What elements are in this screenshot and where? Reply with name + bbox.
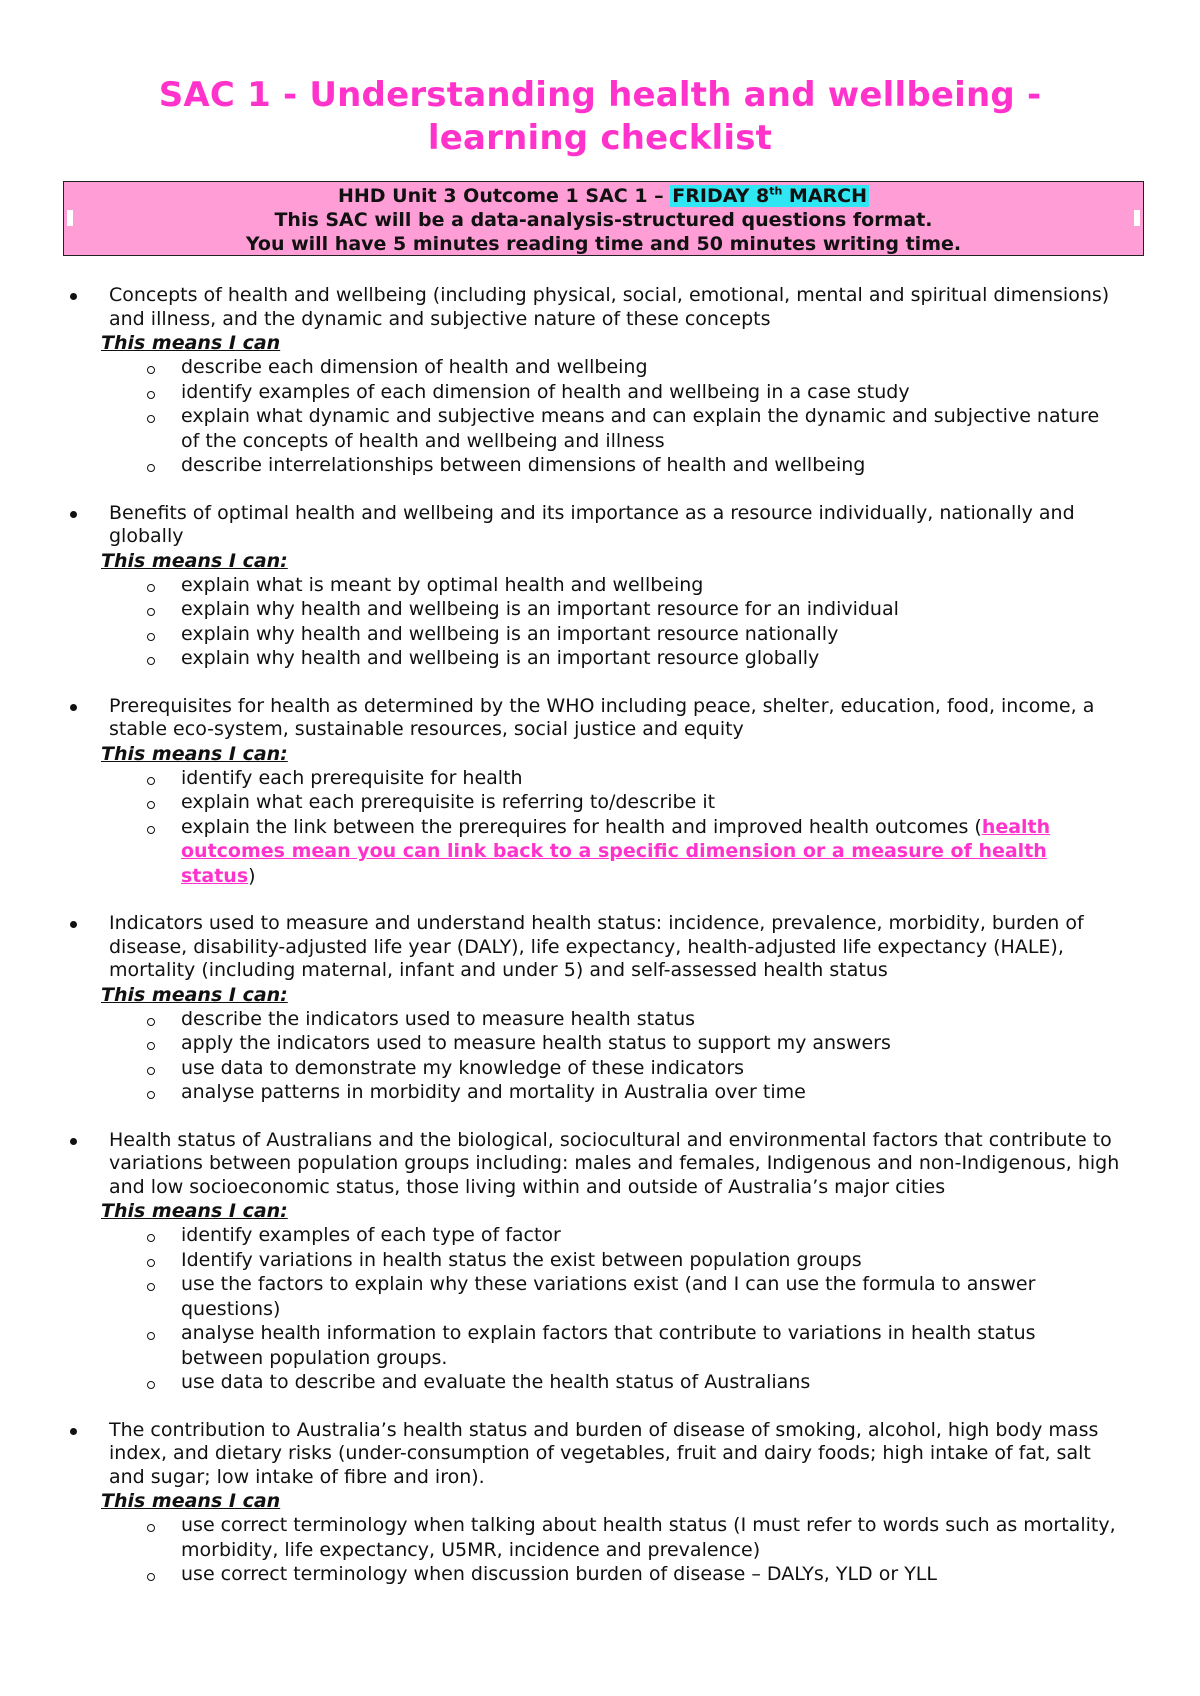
skill-text: analyse health information to explain factors that contribute to variations in health status between population groups. (181, 1322, 1036, 1369)
key-knowledge-bullet (0, 695, 1129, 742)
circle-bullet-icon (147, 1091, 155, 1099)
circle-bullet-icon (147, 657, 155, 665)
skill-text: explain what each prerequisite is referring to/describe it (181, 791, 716, 813)
bullet-icon (70, 704, 77, 711)
banner-line-3: You will have 5 minutes reading time and 50 minutes writing time. (245, 233, 962, 255)
skill-item (0, 766, 1121, 791)
banner-line-1 (64, 184, 1143, 208)
skill-text: identify each prerequisite for health (181, 766, 523, 789)
skill-item (0, 1370, 1121, 1395)
sac-info-banner (63, 181, 1144, 256)
circle-bullet-icon (147, 633, 155, 641)
key-knowledge-text: The contribution to Australia’s health status and burden of disease of smoking, alcohol, high body mass index, and dietary risks (under-consumption of vegetables, fruit and dairy foods; high intake of fat, salt and sugar; low intake of fibre and iron). (109, 1418, 1099, 1488)
page-title (0, 74, 1200, 160)
skill-text: explain the link between the prerequires for health and improved health outcomes ( (181, 815, 982, 838)
circle-bullet-icon (147, 801, 155, 809)
skill-item (0, 573, 1121, 598)
this-means-heading: This means I can: (101, 742, 288, 765)
skills-list (0, 1223, 1200, 1395)
skills-list (0, 766, 1200, 889)
skill-item (0, 1031, 1121, 1056)
skill-text: use correct terminology when discussion burden of disease – DALYs, YLD or YLL (181, 1563, 937, 1585)
circle-bullet-icon (147, 366, 155, 374)
circle-bullet-icon (147, 1042, 155, 1050)
this-means-heading: This means I can (101, 1490, 281, 1512)
bullet-icon (70, 1138, 77, 1145)
skill-item (0, 1223, 1121, 1248)
checklist-section (0, 912, 1200, 1105)
checklist-section (0, 1129, 1200, 1395)
skill-item (0, 1321, 1121, 1370)
circle-bullet-icon (147, 1259, 155, 1267)
key-knowledge-text: Prerequisites for health as determined by the WHO including peace, shelter, education, food, income, a stable eco-system, sustainable resources, social justice and equity (109, 694, 1095, 740)
checklist (0, 284, 1200, 1611)
circle-bullet-icon (147, 1234, 155, 1242)
key-knowledge-bullet (0, 284, 1129, 331)
skill-text: describe interrelationships between dimensions of health and wellbeing (181, 454, 866, 476)
skills-list (0, 573, 1200, 671)
skill-text: use the factors to explain why these variations exist (and I can use the formula to answer questions) (181, 1273, 1036, 1320)
skills-list (0, 1513, 1200, 1587)
circle-bullet-icon (147, 1381, 155, 1389)
circle-bullet-icon (147, 464, 155, 472)
banner-line-2: This SAC will be a data-analysis-structured questions format. (274, 209, 933, 231)
page-title-line-2: learning checklist (427, 118, 773, 158)
skill-item (0, 790, 1121, 815)
circle-bullet-icon (147, 1283, 155, 1291)
due-date-month: MARCH (782, 185, 868, 207)
skill-text: explain what is meant by optimal health and wellbeing (181, 573, 704, 596)
skill-item (0, 404, 1121, 453)
circle-bullet-icon (147, 391, 155, 399)
skill-text: analyse patterns in morbidity and mortality in Australia over time (181, 1081, 806, 1103)
skill-text: explain what dynamic and subjective means and can explain the dynamic and subjective nature of the concepts of health and wellbeing and illness (181, 405, 1100, 452)
skill-item (0, 1007, 1121, 1032)
skill-text: identify examples of each type of factor (181, 1224, 561, 1246)
skill-item (0, 622, 1121, 647)
skill-text: apply the indicators used to measure health status to support my answers (181, 1032, 891, 1054)
bullet-icon (70, 1428, 77, 1435)
checklist-section (0, 502, 1200, 671)
circle-bullet-icon (147, 415, 155, 423)
circle-bullet-icon (147, 1332, 155, 1340)
key-knowledge-bullet (0, 1419, 1129, 1490)
bullet-icon (70, 921, 77, 928)
key-knowledge-text: Indicators used to measure and understand health status: incidence, prevalence, morbidity, burden of disease, disability-adjusted life year (DALY), life expectancy, health-adjusted life expectancy (HALE), mortality (including maternal, infant and under 5) and self-assessed health status (109, 912, 1084, 981)
checklist-section (0, 284, 1200, 478)
skill-item (0, 355, 1121, 380)
skill-item (0, 380, 1121, 405)
skill-text: explain why health and wellbeing is an important resource globally (181, 647, 820, 669)
skill-item (0, 1513, 1121, 1562)
key-knowledge-bullet (0, 1129, 1129, 1200)
skill-text: explain why health and wellbeing is an important resource nationally (181, 622, 839, 645)
circle-bullet-icon (147, 1067, 155, 1075)
circle-bullet-icon (147, 584, 155, 592)
page-title-line-1: SAC 1 - Understanding health and wellbeing - (158, 75, 1042, 115)
this-means-heading: This means I can: (101, 549, 288, 572)
key-knowledge-text: Health status of Australians and the biological, sociocultural and environmental factors that contribute to variations between population groups including: males and females, Indigenous and non-Indigenous, high and low socioeconomic status, those living within and outside of Australia’s major cities (109, 1128, 1120, 1198)
skill-text: explain why health and wellbeing is an important resource for an individual (181, 598, 899, 620)
skill-item (0, 1056, 1121, 1081)
skill-item (0, 453, 1121, 478)
skills-list (0, 1007, 1200, 1105)
skill-item (0, 1080, 1121, 1105)
bullet-icon (70, 511, 77, 518)
skill-text: Identify variations in health status the exist between population groups (181, 1248, 862, 1271)
checklist-section (0, 695, 1200, 889)
key-knowledge-text: Concepts of health and wellbeing (including physical, social, emotional, mental and spiritual dimensions) and illness, and the dynamic and subjective nature of these concepts (109, 284, 1110, 330)
bullet-icon (70, 293, 77, 300)
circle-bullet-icon (147, 826, 155, 834)
skill-text: use data to demonstrate my knowledge of these indicators (181, 1056, 745, 1079)
skill-text: identify examples of each dimension of health and wellbeing in a case study (181, 380, 910, 403)
checklist-section (0, 1419, 1200, 1587)
circle-bullet-icon (147, 1573, 155, 1581)
key-knowledge-bullet (0, 912, 1129, 983)
this-means-heading: This means I can: (101, 1200, 288, 1222)
this-means-heading: This means I can: (101, 983, 288, 1006)
skill-item (0, 1248, 1121, 1273)
skill-text: use correct terminology when talking about health status (I must refer to words such as mortality, morbidity, life expectancy, U5MR, incidence and prevalence) (181, 1514, 1116, 1561)
circle-bullet-icon (147, 1018, 155, 1026)
due-date-highlight (670, 185, 869, 207)
circle-bullet-icon (147, 1524, 155, 1532)
skills-list (0, 355, 1200, 478)
skill-text: describe the indicators used to measure health status (181, 1007, 696, 1030)
due-date-ordinal: th (769, 184, 783, 198)
key-knowledge-bullet (0, 502, 1129, 549)
skill-text: describe each dimension of health and wellbeing (181, 356, 648, 378)
banner-right-mark (1134, 210, 1140, 226)
skill-text-close: ) (248, 864, 256, 887)
health-outcomes-link[interactable]: health outcomes mean you can link back to a specific dimension or a measure of health status (181, 815, 1051, 887)
due-date-day: FRIDAY 8 (672, 185, 770, 207)
banner-left-mark (67, 210, 73, 226)
skill-item (0, 597, 1121, 622)
key-knowledge-text: Benefits of optimal health and wellbeing and its importance as a resource individually, nationally and globally (109, 501, 1075, 547)
skill-text: use data to describe and evaluate the health status of Australians (181, 1371, 811, 1393)
circle-bullet-icon (147, 608, 155, 616)
skill-item (0, 646, 1121, 671)
skill-item (0, 1272, 1121, 1321)
this-means-heading: This means I can (101, 332, 281, 354)
skill-item (0, 1562, 1121, 1587)
banner-unit-text: HHD Unit 3 Outcome 1 SAC 1 – (337, 185, 671, 207)
skill-item (0, 815, 1121, 889)
circle-bullet-icon (147, 777, 155, 785)
